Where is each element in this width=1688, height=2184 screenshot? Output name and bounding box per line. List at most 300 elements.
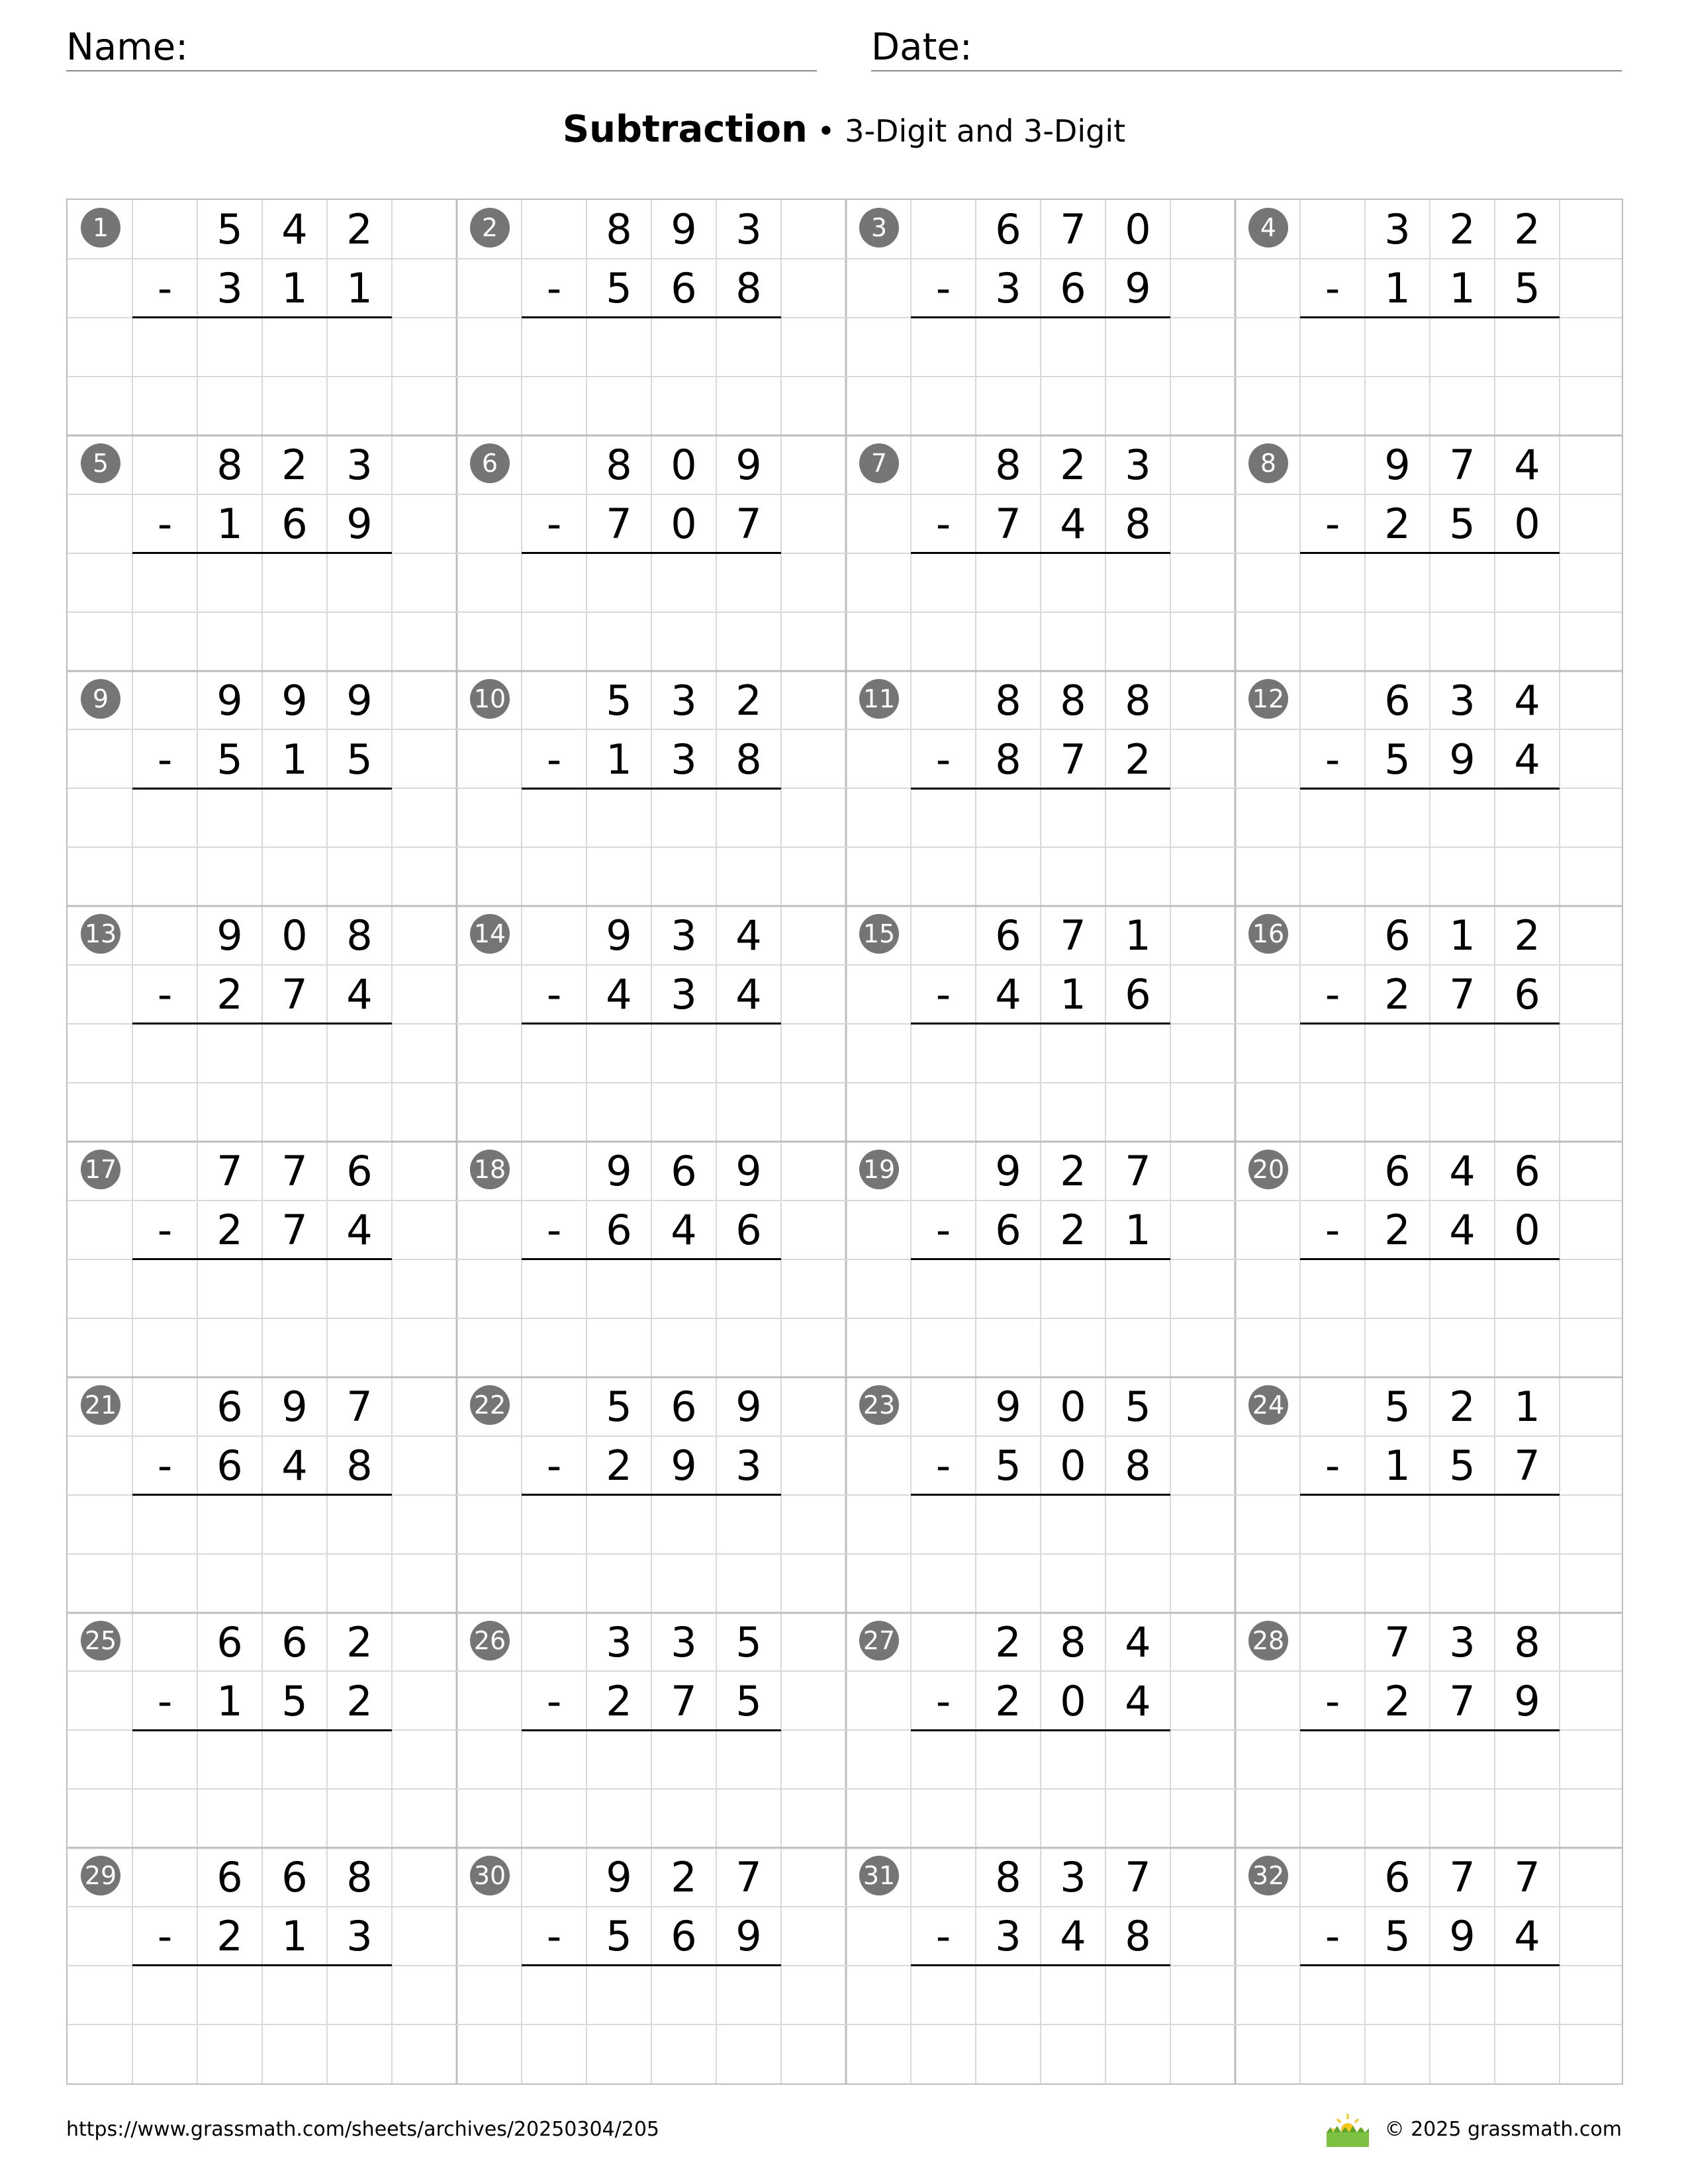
subtrahend-digit: 6: [281, 499, 308, 548]
subtrahend-digit: 4: [995, 970, 1021, 1019]
minuend-digit: 1: [1449, 911, 1476, 960]
answer-line: [132, 1494, 392, 1496]
answer-line: [911, 788, 1170, 790]
minus-sign: -: [157, 1912, 173, 1961]
problem-18: [457, 1142, 846, 1377]
minuend-digit: 3: [671, 911, 697, 960]
problem-22: [457, 1377, 846, 1613]
minuend-digit: 8: [346, 911, 373, 960]
problem-14: [457, 906, 846, 1142]
minuend-digit: 9: [606, 1853, 632, 1902]
answer-line: [522, 1729, 781, 1731]
problem-31: [846, 1848, 1235, 2083]
subtrahend-digit: 5: [1449, 1441, 1476, 1490]
minuend-digit: 0: [671, 440, 697, 489]
subtrahend-digit: 8: [1125, 1441, 1151, 1490]
problem-10: [457, 671, 846, 907]
minus-sign: -: [546, 970, 562, 1019]
minuend-digit: 4: [281, 205, 308, 253]
minuend-digit: 3: [1384, 205, 1411, 253]
subtrahend-digit: 0: [1514, 499, 1540, 548]
subtrahend-digit: 9: [346, 499, 373, 548]
footer-copyright: © 2025 grassmath.com: [1384, 2118, 1622, 2141]
minus-sign: -: [935, 735, 951, 784]
subtrahend-digit: 2: [346, 1676, 373, 1725]
problem-17: [68, 1142, 457, 1377]
name-field[interactable]: [66, 20, 817, 71]
minuend-digit: 8: [606, 205, 632, 253]
answer-line: [522, 552, 781, 554]
subtrahend-digit: 6: [1125, 970, 1151, 1019]
problem-4: [1235, 200, 1624, 435]
minuend-digit: 8: [995, 1853, 1021, 1902]
minuend-digit: 6: [1514, 1147, 1540, 1195]
name-label: Name:: [66, 26, 189, 69]
problem-23: [846, 1377, 1235, 1613]
subtrahend-digit: 8: [995, 735, 1021, 784]
answer-line: [1300, 316, 1560, 318]
minuend-digit: 2: [735, 676, 762, 725]
subtrahend-digit: 1: [281, 264, 308, 312]
subtrahend-digit: 3: [346, 1912, 373, 1961]
subtrahend-digit: 2: [216, 970, 243, 1019]
problem-number-badge: 31: [859, 1856, 899, 1895]
minuend-digit: 6: [995, 911, 1021, 960]
answer-line: [132, 1964, 392, 1966]
answer-line: [132, 316, 392, 318]
minus-sign: -: [546, 1206, 562, 1254]
minuend-digit: 2: [1449, 1382, 1476, 1431]
subtrahend-digit: 4: [1125, 1676, 1151, 1725]
date-field[interactable]: [871, 20, 1622, 71]
minuend-digit: 7: [1449, 440, 1476, 489]
minuend-digit: 3: [606, 1617, 632, 1666]
answer-line: [522, 316, 781, 318]
minuend-digit: 4: [1514, 676, 1540, 725]
answer-line: [522, 788, 781, 790]
subtrahend-digit: 2: [216, 1912, 243, 1961]
minuend-digit: 7: [1449, 1853, 1476, 1902]
subtrahend-digit: 9: [1514, 1676, 1540, 1725]
subtrahend-digit: 2: [1384, 499, 1411, 548]
minuend-digit: 1: [1514, 1382, 1540, 1431]
subtrahend-digit: 1: [1060, 970, 1086, 1019]
subtrahend-digit: 9: [1449, 735, 1476, 784]
subtrahend-digit: 0: [671, 499, 697, 548]
subtrahend-digit: 5: [1449, 499, 1476, 548]
problem-2: [457, 200, 846, 435]
subtrahend-digit: 1: [216, 499, 243, 548]
minuend-digit: 5: [735, 1617, 762, 1666]
minuend-digit: 9: [735, 1382, 762, 1431]
answer-line: [911, 1729, 1170, 1731]
problem-6: [457, 435, 846, 671]
subtrahend-digit: 7: [281, 970, 308, 1019]
subtrahend-digit: 5: [1384, 735, 1411, 784]
problem-number-badge: 5: [81, 443, 120, 483]
date-label: Date:: [871, 26, 972, 69]
minuend-digit: 7: [346, 1382, 373, 1431]
subtrahend-digit: 6: [995, 1206, 1021, 1254]
minuend-digit: 3: [735, 205, 762, 253]
minuend-digit: 0: [281, 911, 308, 960]
minuend-digit: 8: [995, 440, 1021, 489]
minuend-digit: 6: [671, 1382, 697, 1431]
minuend-digit: 2: [346, 205, 373, 253]
problem-number-badge: 11: [859, 679, 899, 719]
subtrahend-digit: 7: [1449, 1676, 1476, 1725]
minus-sign: -: [1325, 499, 1340, 548]
minuend-digit: 7: [1060, 205, 1086, 253]
minuend-digit: 6: [216, 1382, 243, 1431]
subtrahend-digit: 7: [281, 1206, 308, 1254]
problem-19: [846, 1142, 1235, 1377]
answer-line: [1300, 1258, 1560, 1260]
minuend-digit: 5: [216, 205, 243, 253]
subtrahend-digit: 4: [281, 1441, 308, 1490]
minuend-digit: 0: [1125, 205, 1151, 253]
problem-8: [1235, 435, 1624, 671]
subtrahend-digit: 2: [1060, 1206, 1086, 1254]
minus-sign: -: [1325, 1912, 1340, 1961]
grass-sun-logo-icon: [1324, 2110, 1372, 2148]
minuend-digit: 6: [281, 1617, 308, 1666]
subtrahend-digit: 4: [1514, 1912, 1540, 1961]
answer-line: [911, 1023, 1170, 1024]
minuend-digit: 6: [1384, 1147, 1411, 1195]
minuend-digit: 7: [1125, 1853, 1151, 1902]
problem-number-badge: 20: [1248, 1150, 1288, 1189]
minuend-digit: 6: [671, 1147, 697, 1195]
problem-number-badge: 12: [1248, 679, 1288, 719]
subtrahend-digit: 0: [1060, 1676, 1086, 1725]
minus-sign: -: [935, 970, 951, 1019]
problem-grid: [66, 199, 1623, 2085]
minus-sign: -: [157, 1441, 173, 1490]
minus-sign: -: [546, 1441, 562, 1490]
problem-number-badge: 26: [470, 1621, 510, 1661]
problem-number-badge: 16: [1248, 914, 1288, 954]
problem-number-badge: 25: [81, 1621, 120, 1661]
problem-number-badge: 19: [859, 1150, 899, 1189]
minus-sign: -: [935, 1206, 951, 1254]
problem-20: [1235, 1142, 1624, 1377]
problem-number-badge: 3: [859, 208, 899, 248]
minuend-digit: 3: [671, 1617, 697, 1666]
answer-line: [132, 1258, 392, 1260]
subtrahend-digit: 4: [671, 1206, 697, 1254]
problem-27: [846, 1613, 1235, 1848]
minuend-digit: 7: [735, 1853, 762, 1902]
subtrahend-digit: 4: [606, 970, 632, 1019]
problem-number-badge: 14: [470, 914, 510, 954]
subtrahend-digit: 2: [1125, 735, 1151, 784]
problem-number-badge: 29: [81, 1856, 120, 1895]
minuend-digit: 8: [1514, 1617, 1540, 1666]
minuend-digit: 2: [346, 1617, 373, 1666]
problem-number-badge: 21: [81, 1385, 120, 1425]
minuend-digit: 9: [671, 205, 697, 253]
problem-number-badge: 27: [859, 1621, 899, 1661]
minuend-digit: 2: [1060, 1147, 1086, 1195]
problem-number-badge: 17: [81, 1150, 120, 1189]
answer-line: [1300, 1729, 1560, 1731]
problem-number-badge: 30: [470, 1856, 510, 1895]
subtrahend-digit: 6: [216, 1441, 243, 1490]
subtrahend-digit: 7: [995, 499, 1021, 548]
subtrahend-digit: 3: [735, 1441, 762, 1490]
subtrahend-digit: 7: [671, 1676, 697, 1725]
minuend-digit: 8: [995, 676, 1021, 725]
minus-sign: -: [935, 1676, 951, 1725]
subtrahend-digit: 6: [671, 1912, 697, 1961]
answer-line: [911, 316, 1170, 318]
minuend-digit: 9: [281, 1382, 308, 1431]
problem-number-badge: 18: [470, 1150, 510, 1189]
problem-number-badge: 32: [1248, 1856, 1288, 1895]
minuend-digit: 9: [346, 676, 373, 725]
subtrahend-digit: 7: [735, 499, 762, 548]
problem-11: [846, 671, 1235, 907]
minuend-digit: 6: [995, 205, 1021, 253]
minus-sign: -: [157, 499, 173, 548]
problem-25: [68, 1613, 457, 1848]
subtrahend-digit: 6: [1060, 264, 1086, 312]
minuend-digit: 6: [1384, 1853, 1411, 1902]
worksheet-title: [0, 106, 1688, 155]
subtrahend-digit: 2: [995, 1676, 1021, 1725]
minuend-digit: 9: [281, 676, 308, 725]
problem-number-badge: 13: [81, 914, 120, 954]
minuend-digit: 0: [1060, 1382, 1086, 1431]
minus-sign: -: [157, 735, 173, 784]
problem-32: [1235, 1848, 1624, 2083]
minuend-digit: 4: [1514, 440, 1540, 489]
subtrahend-digit: 5: [216, 735, 243, 784]
problem-5: [68, 435, 457, 671]
problem-12: [1235, 671, 1624, 907]
subtrahend-digit: 6: [735, 1206, 762, 1254]
problem-15: [846, 906, 1235, 1142]
subtrahend-digit: 5: [346, 735, 373, 784]
minuend-digit: 4: [1125, 1617, 1151, 1666]
problem-16: [1235, 906, 1624, 1142]
subtrahend-digit: 3: [995, 1912, 1021, 1961]
subtrahend-digit: 4: [346, 1206, 373, 1254]
problem-number-badge: 4: [1248, 208, 1288, 248]
minus-sign: -: [935, 264, 951, 312]
problem-number-badge: 24: [1248, 1385, 1288, 1425]
minus-sign: -: [935, 499, 951, 548]
minus-sign: -: [1325, 1441, 1340, 1490]
problem-number-badge: 6: [470, 443, 510, 483]
problem-29: [68, 1848, 457, 2083]
subtrahend-digit: 4: [735, 970, 762, 1019]
subtrahend-digit: 1: [1125, 1206, 1151, 1254]
problem-28: [1235, 1613, 1624, 1848]
minus-sign: -: [1325, 264, 1340, 312]
minuend-digit: 7: [1514, 1853, 1540, 1902]
answer-line: [911, 552, 1170, 554]
problem-26: [457, 1613, 846, 1848]
subtrahend-digit: 2: [1384, 970, 1411, 1019]
answer-line: [911, 1964, 1170, 1966]
subtrahend-digit: 4: [346, 970, 373, 1019]
minuend-digit: 9: [995, 1382, 1021, 1431]
minuend-digit: 1: [1125, 911, 1151, 960]
minuend-digit: 2: [1449, 205, 1476, 253]
title-subtitle: • 3-Digit and 3-Digit: [807, 113, 1126, 149]
subtrahend-digit: 9: [735, 1912, 762, 1961]
subtrahend-digit: 3: [671, 970, 697, 1019]
minuend-digit: 8: [1125, 676, 1151, 725]
minuend-digit: 4: [1449, 1147, 1476, 1195]
minuend-digit: 8: [606, 440, 632, 489]
minuend-digit: 6: [1384, 911, 1411, 960]
problem-7: [846, 435, 1235, 671]
minuend-digit: 9: [995, 1147, 1021, 1195]
subtrahend-digit: 8: [735, 264, 762, 312]
minus-sign: -: [546, 499, 562, 548]
answer-line: [132, 1023, 392, 1024]
answer-line: [522, 1494, 781, 1496]
minuend-digit: 9: [606, 1147, 632, 1195]
minuend-digit: 8: [346, 1853, 373, 1902]
subtrahend-digit: 6: [606, 1206, 632, 1254]
minuend-digit: 5: [1125, 1382, 1151, 1431]
problem-number-badge: 7: [859, 443, 899, 483]
title-main: Subtraction: [562, 108, 808, 151]
subtrahend-digit: 1: [281, 735, 308, 784]
subtrahend-digit: 1: [216, 1676, 243, 1725]
subtrahend-digit: 5: [1514, 264, 1540, 312]
minuend-digit: 5: [1384, 1382, 1411, 1431]
minuend-digit: 3: [1449, 676, 1476, 725]
answer-line: [1300, 788, 1560, 790]
minuend-digit: 6: [216, 1853, 243, 1902]
minuend-digit: 7: [216, 1147, 243, 1195]
subtrahend-digit: 8: [1125, 1912, 1151, 1961]
minuend-digit: 2: [671, 1853, 697, 1902]
minuend-digit: 6: [346, 1147, 373, 1195]
subtrahend-digit: 3: [995, 264, 1021, 312]
subtrahend-digit: 1: [281, 1912, 308, 1961]
problem-number-badge: 1: [81, 208, 120, 248]
minuend-digit: 5: [606, 676, 632, 725]
minuend-digit: 9: [735, 1147, 762, 1195]
minus-sign: -: [157, 264, 173, 312]
problem-30: [457, 1848, 846, 2083]
answer-line: [522, 1023, 781, 1024]
subtrahend-digit: 4: [1060, 499, 1086, 548]
subtrahend-digit: 7: [1514, 1441, 1540, 1490]
subtrahend-digit: 2: [606, 1441, 632, 1490]
problem-number-badge: 23: [859, 1385, 899, 1425]
subtrahend-digit: 5: [995, 1441, 1021, 1490]
minus-sign: -: [157, 1206, 173, 1254]
answer-line: [1300, 552, 1560, 554]
answer-line: [1300, 1964, 1560, 1966]
subtrahend-digit: 1: [1449, 264, 1476, 312]
problem-1: [68, 200, 457, 435]
subtrahend-digit: 2: [606, 1676, 632, 1725]
subtrahend-digit: 6: [671, 264, 697, 312]
subtrahend-digit: 9: [1449, 1912, 1476, 1961]
subtrahend-digit: 5: [606, 264, 632, 312]
problem-13: [68, 906, 457, 1142]
subtrahend-digit: 6: [1514, 970, 1540, 1019]
minuend-digit: 5: [606, 1382, 632, 1431]
problem-21: [68, 1377, 457, 1613]
subtrahend-digit: 3: [216, 264, 243, 312]
minus-sign: -: [546, 264, 562, 312]
answer-line: [132, 788, 392, 790]
problem-24: [1235, 1377, 1624, 1613]
minus-sign: -: [1325, 1206, 1340, 1254]
subtrahend-digit: 9: [671, 1441, 697, 1490]
minuend-digit: 6: [281, 1853, 308, 1902]
problem-9: [68, 671, 457, 907]
minuend-digit: 8: [216, 440, 243, 489]
answer-line: [132, 552, 392, 554]
subtrahend-digit: 4: [1060, 1912, 1086, 1961]
subtrahend-digit: 7: [1449, 970, 1476, 1019]
minuend-digit: 2: [1514, 205, 1540, 253]
minus-sign: -: [546, 1912, 562, 1961]
subtrahend-digit: 1: [606, 735, 632, 784]
minus-sign: -: [546, 735, 562, 784]
minuend-digit: 8: [1060, 676, 1086, 725]
subtrahend-digit: 5: [1384, 1912, 1411, 1961]
subtrahend-digit: 9: [1125, 264, 1151, 312]
problem-3: [846, 200, 1235, 435]
subtrahend-digit: 7: [606, 499, 632, 548]
problem-number-badge: 8: [1248, 443, 1288, 483]
footer-url: https://www.grassmath.com/sheets/archives/20250304/205: [66, 2118, 660, 2141]
subtrahend-digit: 7: [1060, 735, 1086, 784]
minuend-digit: 7: [281, 1147, 308, 1195]
subtrahend-digit: 0: [1060, 1441, 1086, 1490]
minuend-digit: 2: [1514, 911, 1540, 960]
subtrahend-digit: 5: [281, 1676, 308, 1725]
minuend-digit: 3: [1060, 1853, 1086, 1902]
minuend-digit: 7: [1384, 1617, 1411, 1666]
problem-number-badge: 15: [859, 914, 899, 954]
minus-sign: -: [546, 1676, 562, 1725]
subtrahend-digit: 1: [1384, 264, 1411, 312]
minuend-digit: 3: [346, 440, 373, 489]
minuend-digit: 7: [1125, 1147, 1151, 1195]
minus-sign: -: [157, 970, 173, 1019]
minuend-digit: 9: [216, 911, 243, 960]
answer-line: [132, 1729, 392, 1731]
subtrahend-digit: 2: [216, 1206, 243, 1254]
answer-line: [522, 1964, 781, 1966]
minuend-digit: 9: [216, 676, 243, 725]
minuend-digit: 3: [1449, 1617, 1476, 1666]
answer-line: [522, 1258, 781, 1260]
problem-number-badge: 22: [470, 1385, 510, 1425]
minuend-digit: 9: [1384, 440, 1411, 489]
subtrahend-digit: 2: [1384, 1676, 1411, 1725]
subtrahend-digit: 2: [1384, 1206, 1411, 1254]
subtrahend-digit: 8: [1125, 499, 1151, 548]
minuend-digit: 3: [1125, 440, 1151, 489]
subtrahend-digit: 0: [1514, 1206, 1540, 1254]
subtrahend-digit: 5: [606, 1912, 632, 1961]
subtrahend-digit: 8: [735, 735, 762, 784]
answer-line: [1300, 1494, 1560, 1496]
